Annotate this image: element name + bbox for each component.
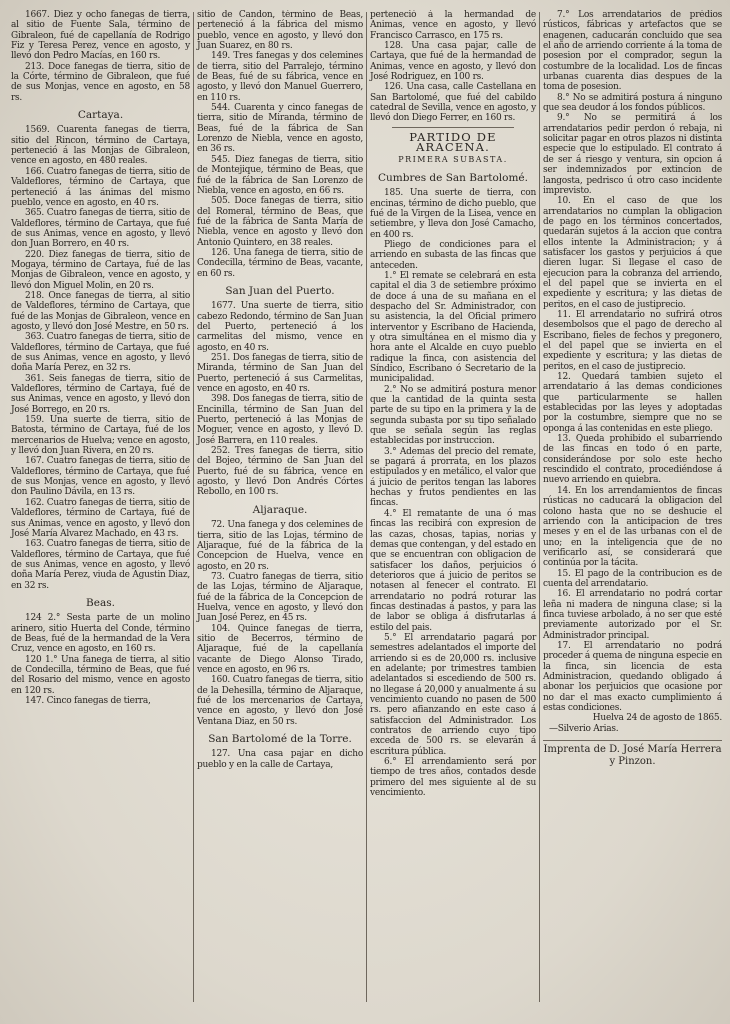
paragraph: 213. Doce fanegas de tierra, sitio de la Córte, término de Gibraleon, que fué de sus Monjas, vence en agosto, en 58 rs. xyxy=(11,61,190,103)
paragraph: 1.° El remate se celebrará en esta capital el dia 3 de setiembre próximo de doce á una de su mañana en el despacho del Sr. Administrador, con su asistencia, la del Oficial primero interventor y Escribano de Hacienda, y otra simultánea en el mismo dia y hora ante el Alcalde en cuyo pueblo radique la finca, con asistencia del Síndico, Escribano ó Secretario de la municipalidad. xyxy=(370,270,536,385)
paragraph: 13. Queda prohibido el subarriendo de las fincas en todo ó en parte, considerándose por solo este hecho rescindido el contrato, procediéndose á nuevo arriendo en quiebra. xyxy=(543,434,722,486)
paragraph: 73. Cuatro fanegas de tierra, sitio de las Lojas, término de Aljaraque, fué de la fábrica de la Concepcion de Huelva, vence en agosto, y llevó don Juan José Perez, en 45 rs. xyxy=(197,571,363,624)
paragraph: 505. Doce fanegas de tierra, sitio del Romeral, término de Beas, que fué de la fábrica de Santa María de Niebla, vence en agosto y llevó don Antonio Quintero, en 38 reales. xyxy=(197,196,363,248)
paragraph: 544. Cuarenta y cinco fanegas de tierra, sitio de Miranda, término de Beas, fué de la fábrica de San Lorenzo de Niebla, vence en agosto, en 36 rs. xyxy=(197,103,363,155)
paragraph: 365. Cuatro fanegas de tierra, sitio de Valdeflores, término de Cartaya, que fué de sus Animas, vence en agosto, y llevó don Juan Borrero, en 40 rs. xyxy=(11,208,190,250)
paragraph: 72. Una fanega y dos celemines de tierra, sitio de las Lojas, término de Aljaraque, fué de la fábrica de la Concepcion de Huelva, vence en agosto, en 20 rs. xyxy=(197,520,363,572)
subasta-heading: PRIMERA SUBASTA. xyxy=(398,155,508,165)
paragraph: 14. En los arrendamientos de fincas rústicas no caducará la obligacion del colono hasta que no se deshucie el arriendo con la anticipacion de tres meses y en el de las urbanas con el de uno; en la inteligencia que de no verificarlo así, se considerará que continúa por la tácita. xyxy=(543,485,722,569)
paragraph: 7.° Los arrendatarios de prédios rústicos, fábricas y artefactos que se enagenen, caducarán concluido que sea el año de arriendo corriente á la toma de posesion por el comprador, segun la costumbre de la localidad. Los de fincas urbanas cuarenta dias despues de la toma de posesion. xyxy=(543,10,722,93)
paragraph: 2.° No se admitirá postura menor que la cantidad de la quinta sesta parte de su tipo en la primera y la de segunda subasta por su tipo señalado que se señala según las reglas establecidas por instruccion. xyxy=(370,384,536,447)
town-heading: Aljaraque. xyxy=(252,503,308,516)
paragraph: 16. El arrendatario no podrá cortar leña ni madera de ninguna clase; si la finca tuviese arbolado, á no ser que esté previamente autorizado por el Sr. Administrador principal. xyxy=(543,589,722,641)
paragraph: 1677. Una suerte de tierra, sitio cabezo Redondo, término de San Juan del Puerto, perteneció á los carmelitas del mismo, vence en agosto, en 40 rs. xyxy=(197,301,363,353)
paragraph: 162. Cuatro fanegas de tierra, sitio de Valdeflores, término de Cartaya, fué de sus Animas, vence en agosto, y llevó don José María Alvarez Machado, en 43 rs. xyxy=(11,497,190,539)
section-rule xyxy=(392,127,514,128)
paragraph: sitio de Candon, término de Beas, perteneció á la fábrica del mismo pueblo, vence en agosto, y llevó don Juan Suarez, en 80 rs. xyxy=(197,10,363,52)
column-1 xyxy=(8,10,193,1018)
paragraph: 17. El arrendatario no podrá proceder á quema de ninguna especie en la finca, sin licencia de esta Administracion, quedando obligado á abonar los perjuicios que ocasione por no dar el mas exacto cumplimiento á estas condiciones. xyxy=(543,640,722,714)
paragraph: 12. Quedará tambien sujeto el arrendatario á las demas condiciones que particularmente se hallen establecidas por las leyes y adoptadas por la costumbre, siempre que no se oponga á las contenidas en este pliego. xyxy=(543,372,722,434)
paragraph: 1667. Diez y ocho fanegas de tierra, al sitio de Fuente Sala, término de Gibraleon, fué de capellanía de Rodrigo Fiz y Teresa Perez, vence en agosto, y llevó don Pedro Macías, en 160 rs. xyxy=(11,10,190,62)
paragraph: 252. Tres fanegas de tierra, sitio del Bojeo, término de San Juan del Puerto, fué de su fábrica, vence en agosto, y llevó Don Andrés Córtes Rebollo, en 100 rs. xyxy=(197,446,363,498)
paragraph: 167. Cuatro fanegas de tierra, sitio de Valdeflores, término de Cartaya, que fué de sus Monjas, vence en agosto, y llevó don Paulino Dávila, en 13 rs. xyxy=(11,456,190,498)
paragraph: 147. Cinco fanegas de tierra, xyxy=(25,696,151,706)
paragraph: 11. El arrendatario no sufrirá otros desembolsos que el pago de derecho al Escribano, fieles de fechos y pregonero, el del papel que se invierta en el expediente y escritura; y las dietas de peritos, en el caso de justiprecio. xyxy=(543,309,722,372)
paragraph: 120 1.° Una fanega de tierra, al sitio de Condecilla, término de Beas, que fué del Rosario del mismo, vence en agosto en 120 rs. xyxy=(11,654,190,696)
printer-imprint: Imprenta de D. José María Herrera y Pinzon. xyxy=(543,740,722,768)
column-4 xyxy=(540,10,725,1018)
column-2 xyxy=(194,10,366,1018)
paragraph: 124 2.° Sesta parte de un molino arinero, sitio Huerta del Conde, término de Beas, fué de la hermandad de la Vera Cruz, vence en agosto, en 160 rs. xyxy=(11,613,190,655)
town-heading: Beas. xyxy=(86,596,115,609)
paragraph: 4.° El rematante de una ó mas fincas las recibirá con expresion de las cazas, chosas, tapias, norias y demas que contengan, y del estado en que se encuentran con obligacion de satisfacer los daños, perjuicios ó deterioros que á juicio de peritos se notasen al fenecer el contrato. El arrendatario no podrá roturar las fincas destinadas á pastos, y para las de labor se obliga á disfrutarlas á estilo del pais. xyxy=(370,508,536,633)
paragraph: 104. Quince fanegas de tierra, sitio de Becerros, término de Aljaraque, fué de la capellanía vacante de Diego Alonso Tirado, vence en agosto, en 96 rs. xyxy=(197,623,363,675)
column-3 xyxy=(367,10,539,1018)
town-heading: San Juan del Puerto. xyxy=(225,284,335,297)
paragraph: 6.° El arrendamiento será por tiempo de tres años, contados desde primero del mes siguiente al de su vencimiento. xyxy=(370,757,536,799)
paragraph: 363. Cuatro fanegas de tierra, sitio de Valdeflores, término de Cartaya, que fué de sus Animas, vence en agosto, y llevó doña María Perez, en 32 rs. xyxy=(11,332,190,374)
paragraph: 251. Dos fanegas de tierra, sitio de Miranda, término de San Juan del Puerto, perteneció á sus Carmelitas, vence en agosto, en 40 rs. xyxy=(197,353,363,395)
paragraph: 5.° El arrendatario pagará por semestres adelantados el importe del arriendo si es de 20,000 rs. inclusive en adelante; por trimestres tambien adelantados si escediendo de 500 rs. no llegase á 20,000 y anualmente á su vencimiento cuando no pasen de 500 rs. pero afianzando en este caso á satisfaccion del Administrador. Los contratos de arriendo cuyo tipo exceda de 500 rs. se elevarán á escritura pública. xyxy=(370,632,536,757)
paragraph: 149. Tres fanegas y dos celemines de tierra, sitio del Parralejo, término de Beas, fué de su fábrica, vence en agosto, y llevó don Manuel Guerrero, en 110 rs. xyxy=(197,51,363,103)
paragraph: 3.° Ademas del precio del remate, se pagará á prorrata, en los plazos estipulados y en metálico, el valor que á juicio de peritos tengan las labores hechas y frutos pendientes en las fincas. xyxy=(370,446,536,509)
paragraph: 1569. Cuarenta fanegas de tierra, sitio del Rincon, término de Cartaya, perteneció á las Monjas de Gibraleon, vence en agosto, en 480 reales. xyxy=(11,125,190,167)
paragraph: 15. El pago de la contribucion es de cuenta del arrendatario. xyxy=(543,568,722,589)
paragraph: 160. Cuatro fanegas de tierra, sitio de la Dehesilla, término de Aljaraque, fué de los mercenarios de Cartaya, vence en agosto, y llevó don José Ventana Diaz, en 50 rs. xyxy=(197,675,363,727)
paragraph: 10. En el caso de que los arrendatarios no cumplan la obligacion de pago en los términos concertados, quedarán sujetos á la accion que contra ellos intente la Administracion; y á satisfacer los gastos y perjuicios á que dieren lugar. Si llegase el caso de ejecucion para la cobranza del arriendo, el del papel que se invierta en el expediente y escritura; y las dietas de peritos, en el caso de justiprecio. xyxy=(543,196,722,310)
paragraph: 166. Cuatro fanegas de tierra, sitio de Valdeflores, término de Cartaya, que perteneció á las ánimas del mismo pueblo, vence en agosto, en 40 rs. xyxy=(11,166,190,208)
paragraph: 185. Una suerte de tierra, con encinas, término de dicho pueblo, que fué de la Virgen de la Lisea, vence en setiembre, y lleva don José Camacho, en 400 rs. xyxy=(370,188,536,240)
paragraph: 398. Dos fanegas de tierra, sitio de Encinilla, término de San Juan del Puerto, perteneció á las Monjas de Moguer, vence en agosto, y llevó D. José Barrera, en 110 reales. xyxy=(197,394,363,446)
paragraph: 126. Una casa, calle Castellana en San Bartolomé, que fué del cabildo catedral de Sevilla, vence en agosto, y llevó don Diego Ferrer, en 160 rs. xyxy=(370,82,536,124)
partido-heading: PARTIDO DE ARACENA. xyxy=(409,129,497,155)
columns-container xyxy=(8,10,722,1018)
paragraph: 545. Diez fanegas de tierra, sitio de Montejique, término de Beas, que fué de la fábrica de San Lorenzo de Niebla, vence en agosto, en 66 rs. xyxy=(197,154,363,196)
paragraph: 159. Una suerte de tierra, sitio de Batosta, término de Cartaya, fué de los mercenarios de Huelva; vence en agosto, y llevó don Juan Rivera, en 20 rs. xyxy=(11,415,190,457)
town-heading: Cartaya. xyxy=(77,109,124,122)
paragraph: 8.° No se admitirá postura á ninguno que sea deudor á los fondos públicos. xyxy=(543,92,722,114)
paragraph: 361. Seis fanegas de tierra, sitio de Valdeflores, término de Cartaya, fué de sus Animas, vence en agosto, y llevó don José Borrego, en 20 rs. xyxy=(11,373,190,415)
paragraph: 128. Una casa pajar, calle de Cartaya, que fué de la hermandad de Animas, vence en agosto, y llevó don José Rodriguez, en 100 rs. xyxy=(370,41,536,83)
town-heading: Cumbres de San Bartolomé. xyxy=(378,171,528,184)
paragraph: 127. Una casa pajar en dicho pueblo y en la calle de Cartaya, xyxy=(197,749,363,770)
paragraph: 163. Cuatro fanegas de tierra, sitio de Valdeflores, término de Cartaya, que fué de sus Animas, vence en agosto, y llevó doña María Perez, viuda de Agustin Diaz, en 32 rs. xyxy=(11,539,190,591)
paragraph: 220. Diez fanegas de tierra, sitio de Mogaya, término de Cartaya, fué de las Monjas de Gibraleon, vence en agosto, y llevó don Miguel Molin, en 20 rs. xyxy=(11,249,190,291)
paragraph: 126. Una fanega de tierra, sitio de Condecilla, término de Beas, vacante, en 60 rs. xyxy=(197,247,363,279)
paragraph: 218. Once fanegas de tierra, al sitio de Valdeflores, término de Cartaya, que fué de las Monjas de Gibraleon, vence en agosto, y llevó don José Mestre, en 50 rs. xyxy=(11,290,190,332)
paragraph: 9.° No se permitirá á los arrendatarios pedir perdon ó rebaja, ni solicitar pagar en otros plazos ni distinta especie que lo estipulado. El contrato á de ser á riesgo y ventura, sin opcion á ser indemnizados por extincion de langosta, pedrisco ú otro caso incidente imprevisto. xyxy=(543,113,722,196)
paragraph: perteneció á la hermandad de Animas, vence en agosto, y llevó Francisco Carrasco, en 175 rs. xyxy=(370,10,536,41)
signature: —Silverio Arias. xyxy=(549,723,619,734)
town-heading: San Bartolomé de la Torre. xyxy=(208,733,352,746)
paragraph: Pliego de condiciones para el arriendo en subasta de las fincas que anteceden. xyxy=(370,239,536,271)
date-line: Huelva 24 de agosto de 1865. xyxy=(592,713,722,724)
